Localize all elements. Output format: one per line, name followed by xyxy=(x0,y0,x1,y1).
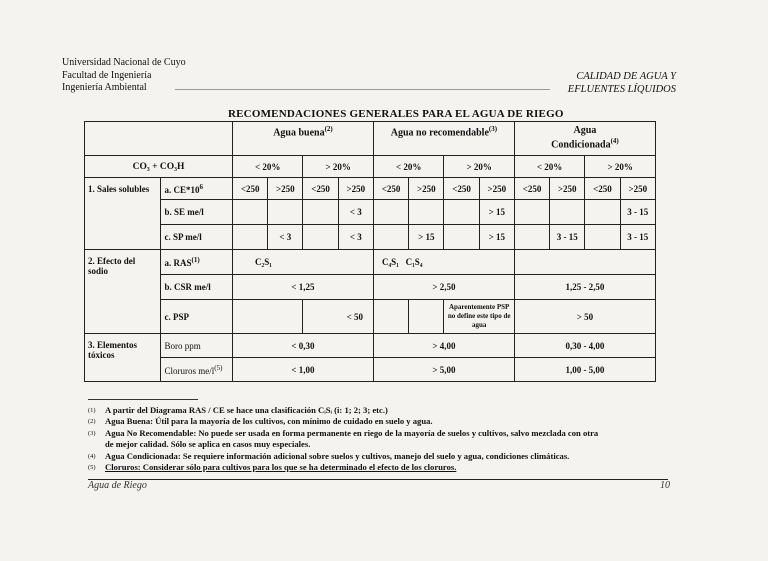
cloruros-norec-value: > 5,00 xyxy=(373,358,514,382)
faculty-name: Facultad de Ingeniería xyxy=(62,69,152,81)
footer-rule xyxy=(88,479,668,480)
ce-cell: >250 xyxy=(338,178,373,200)
se-label: b. SE me/l xyxy=(160,200,233,225)
ce-cell: >250 xyxy=(550,178,585,200)
course-title-line1: CALIDAD DE AGUA Y xyxy=(576,71,676,82)
se-buena-value: < 3 xyxy=(338,200,373,225)
boro-row xyxy=(85,334,656,358)
psp-row xyxy=(85,300,656,334)
pct-cell: < 20% xyxy=(514,156,584,178)
ce-cell: <250 xyxy=(373,178,408,200)
ras-buena-value: C₂S₁ xyxy=(233,250,374,275)
ce-cell: <250 xyxy=(444,178,479,200)
course-title-line2: EFLUENTES LÍQUIDOS xyxy=(567,84,676,95)
ce-cell: <250 xyxy=(585,178,620,200)
footnotes xyxy=(88,405,688,473)
page-title: RECOMENDACIONES GENERALES PARA EL AGUA DE RIEGO xyxy=(228,108,564,120)
pct-cell: > 20% xyxy=(585,156,656,178)
university-name: Universidad Nacional de Cuyo xyxy=(62,57,186,68)
ce-cell: >250 xyxy=(268,178,303,200)
ce-cell: <250 xyxy=(233,178,268,200)
agua-no-recomendable-header: Agua no recomendable$^{(3)}$ xyxy=(373,122,514,156)
sp-cond-value: 3 - 15 xyxy=(620,225,655,250)
carbonate-row xyxy=(85,156,656,178)
ras-row xyxy=(85,250,656,275)
csr-row xyxy=(85,275,656,300)
cloruros-cond-value: 1,00 - 5,00 xyxy=(514,358,655,382)
pct-cell: < 20% xyxy=(373,156,443,178)
group-header-row xyxy=(85,122,656,156)
sp-buena-value: < 3 xyxy=(338,225,373,250)
pct-cell: > 20% xyxy=(444,156,514,178)
boro-cond-value: 0,30 - 4,00 xyxy=(514,334,655,358)
group-sodio: 2. Efecto del sodio xyxy=(85,250,161,334)
pct-cell: < 20% xyxy=(233,156,303,178)
sp-norec-mid: > 15 xyxy=(409,225,444,250)
footnote-3-cont: de mejor calidad. Sólo se aplica en casos muy especiales. xyxy=(105,439,311,450)
sp-row xyxy=(85,225,656,250)
agua-buena-header: Agua buena$^{(2)}$ xyxy=(233,122,374,156)
ce-row xyxy=(85,178,656,200)
se-cond-value: 3 - 15 xyxy=(620,200,655,225)
sp-cond-mid: 3 - 15 xyxy=(550,225,585,250)
ce-cell: >250 xyxy=(479,178,514,200)
footnote-1: (1) A partir del Diagrama RAS / CE se hace una clasificación CᵢSᵢ (i: 1; 2; 3; etc.) xyxy=(88,405,388,415)
page-number: 10 xyxy=(660,480,670,491)
cloruros-row xyxy=(85,358,656,382)
footnote-4: (4) Agua Condicionada: Se requiere información adicional sobre suelos y cultivos, manejo del suelo y agua, condiciones climáticas. xyxy=(88,450,570,461)
sp-norec-value: > 15 xyxy=(479,225,514,250)
corner-cell xyxy=(85,122,233,156)
ras-label: a. RAS$^{(1)}$ xyxy=(160,250,233,275)
se-norec-value: > 15 xyxy=(479,200,514,225)
ce-label: a. $CE*10^6$ xyxy=(160,178,233,200)
footnote-2: (2) Agua Buena: Útil para la mayoría de los cultivos, con mínimo de cuidado en suelo y agua. xyxy=(88,416,433,427)
ce-cell: >250 xyxy=(409,178,444,200)
boro-buena-value: < 0,30 xyxy=(233,334,374,358)
footnote-5: (5) Cloruros: Considerar sólo para cultivos para los que se ha determinado el efecto de los cloruros. xyxy=(88,462,457,473)
agua-condicionada-header: Agua Condicionada$^{(4)}$ xyxy=(514,122,655,156)
boro-label: Boro ppm xyxy=(160,334,233,358)
ce-cell: <250 xyxy=(514,178,549,200)
boro-norec-value: > 4,00 xyxy=(373,334,514,358)
csr-cond-value: 1,25 - 2,50 xyxy=(514,275,655,300)
psp-buena-value: < 50 xyxy=(303,300,373,334)
csr-label: b. CSR me/l xyxy=(160,275,233,300)
psp-norec-note: Aparentemente PSP no define este tipo de agua xyxy=(444,300,514,334)
footnote-3: (3) Agua No Recomendable: No puede ser usada en forma permanente en riego de la mayoría de suelos y cultivos, salvo mezclada con otra xyxy=(88,427,599,438)
ce-cell: >250 xyxy=(620,178,655,200)
psp-label: c. PSP xyxy=(160,300,233,334)
pct-cell: > 20% xyxy=(303,156,373,178)
csr-buena-value: < 1,25 xyxy=(233,275,374,300)
sp-buena-mid: < 3 xyxy=(268,225,303,250)
recommendations-table xyxy=(84,121,656,382)
psp-cond-value: > 50 xyxy=(514,300,655,334)
group-sales: 1. Sales solubles xyxy=(85,178,161,250)
ras-norec-value: C₄S₁ C₁S₄ xyxy=(373,250,514,275)
ce-cell: <250 xyxy=(303,178,338,200)
cloruros-buena-value: < 1,00 xyxy=(233,358,374,382)
course-header xyxy=(568,70,676,96)
cloruros-label: Cloruros $me/l^{(5)}$ xyxy=(160,358,233,382)
group-toxicos: 3. Elementos tóxicos xyxy=(85,334,161,382)
department-name: Ingeniería Ambiental xyxy=(62,82,147,93)
sp-label: c. SP me/l xyxy=(160,225,233,250)
footer-section-label: Agua de Riego xyxy=(88,480,147,491)
se-row xyxy=(85,200,656,225)
institution-header xyxy=(62,57,186,95)
footnote-rule xyxy=(88,399,198,400)
carbonate-label: CO₃ + CO₃H xyxy=(85,156,233,178)
header-rule xyxy=(175,89,550,90)
csr-norec-value: > 2,50 xyxy=(373,275,514,300)
